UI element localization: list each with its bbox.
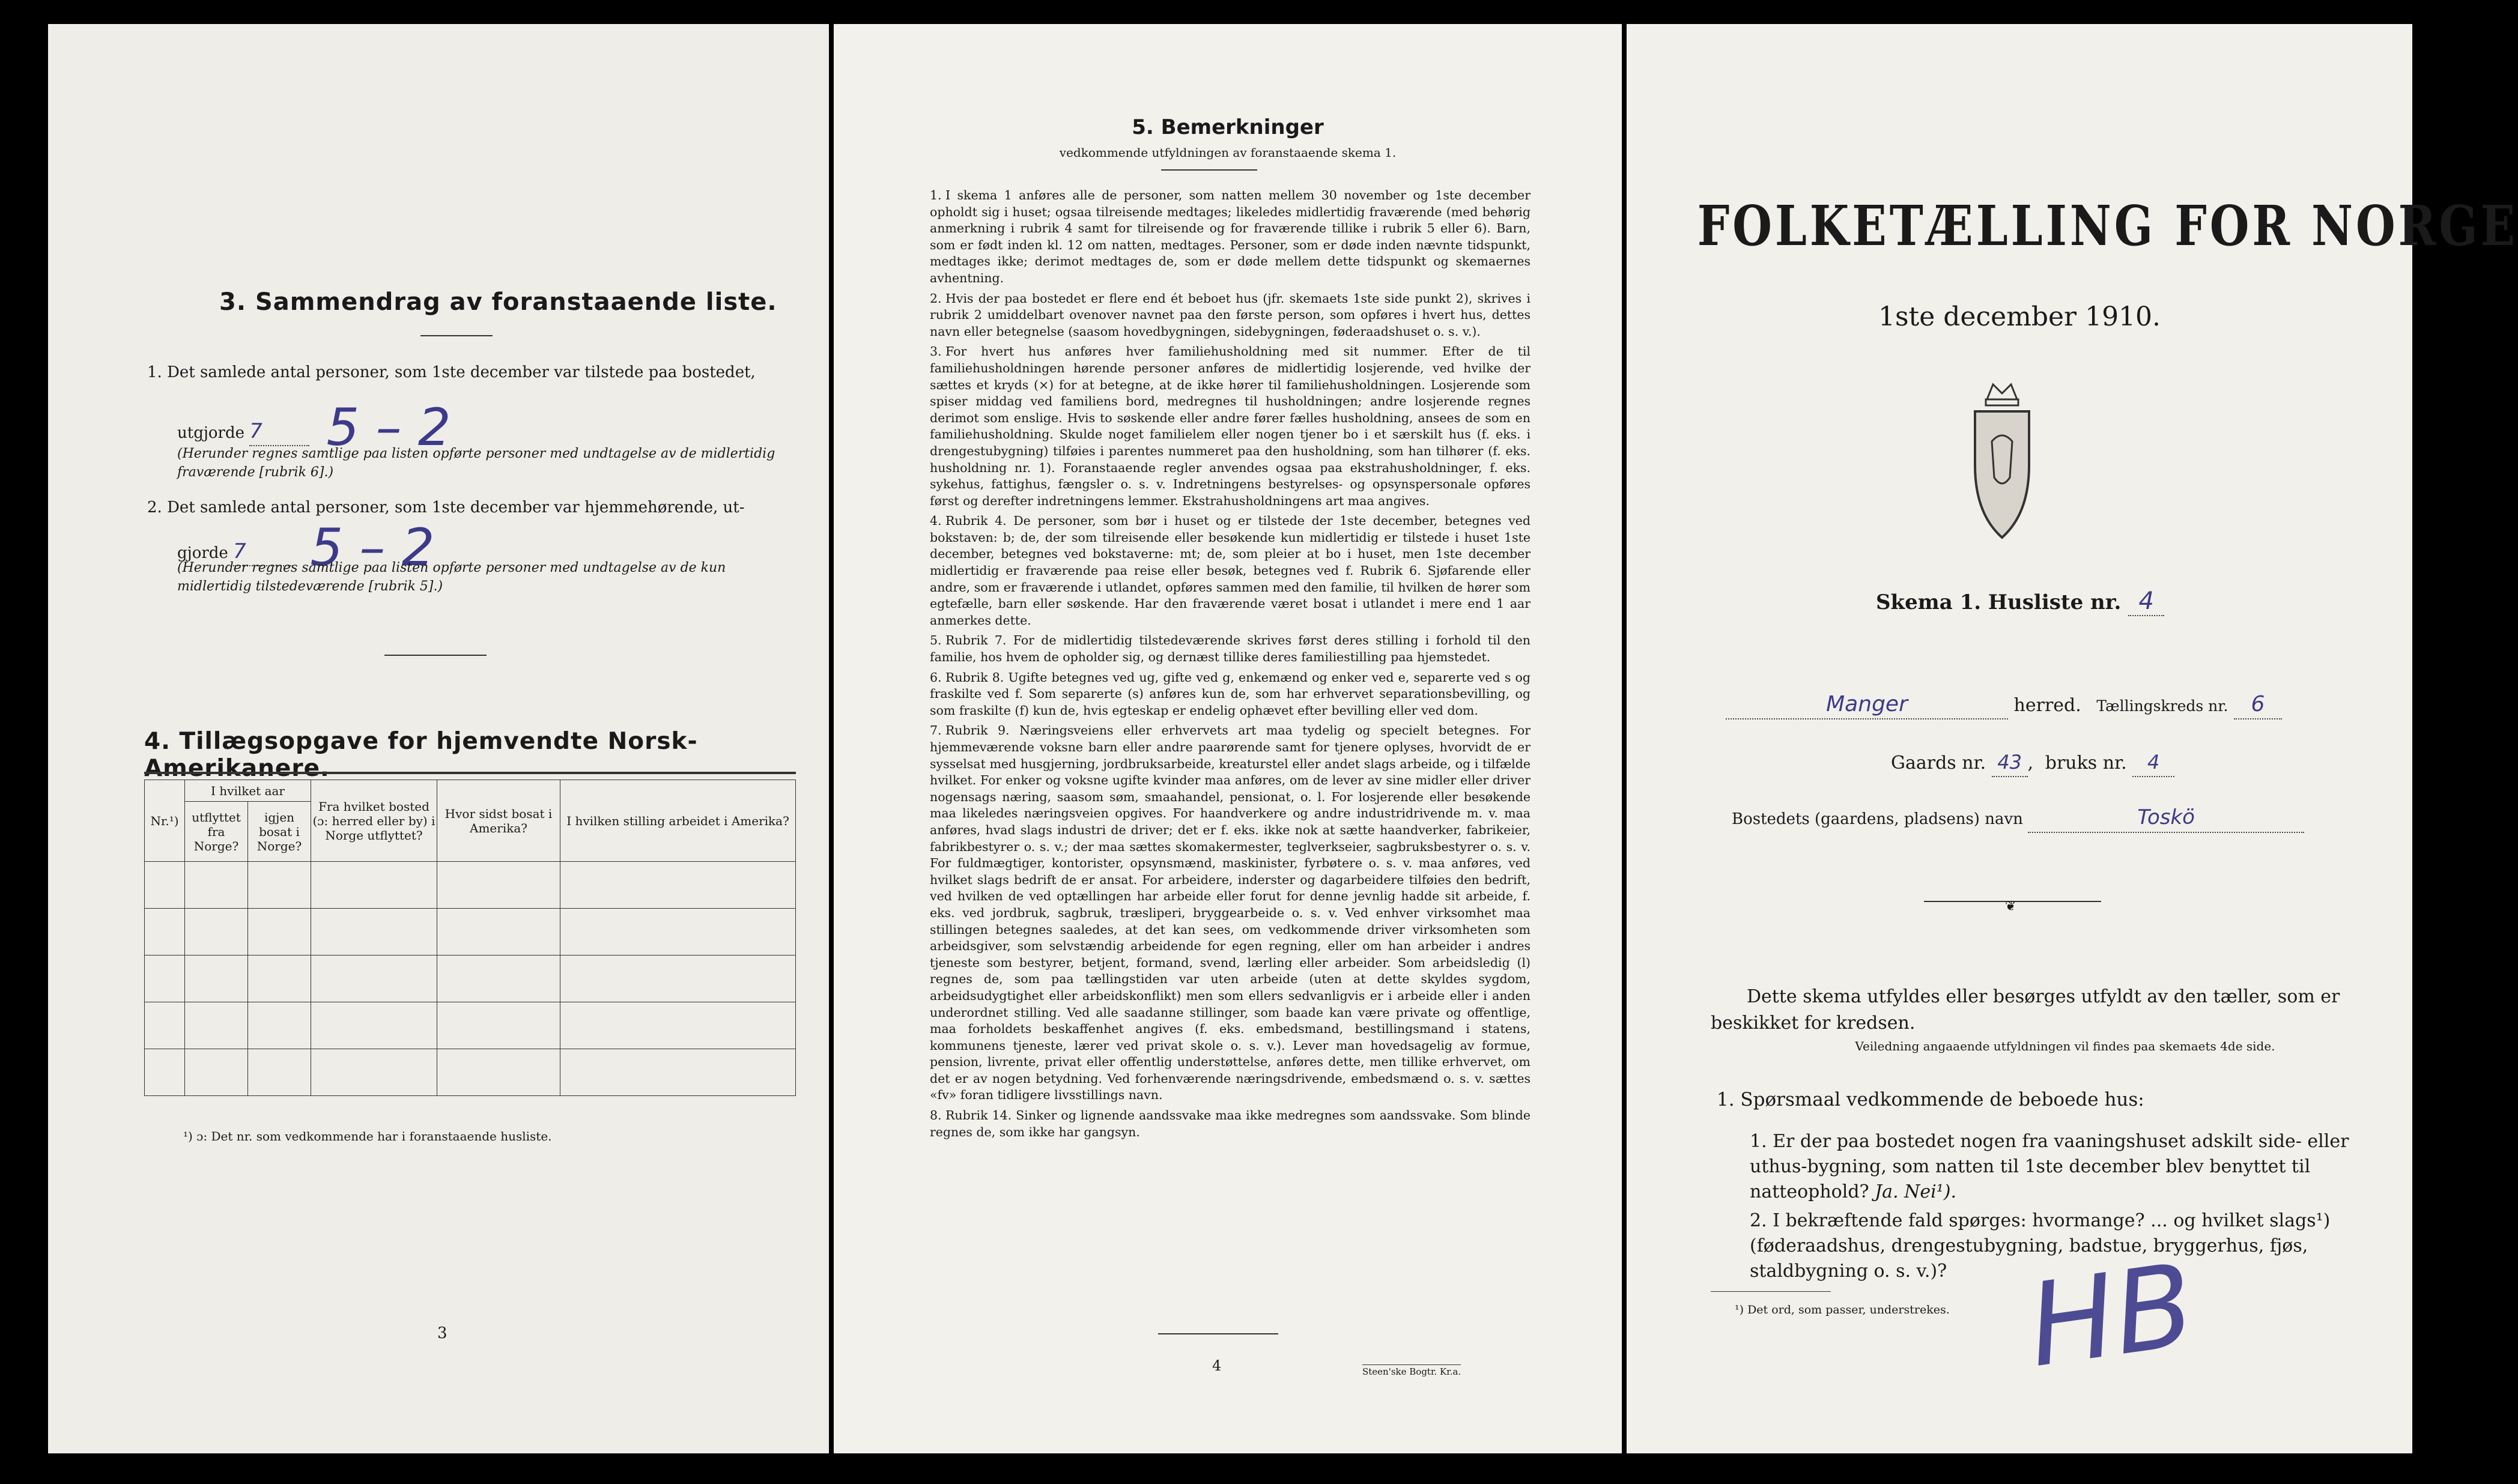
- coat-of-arms-icon: [1969, 375, 2035, 556]
- list-item: 3. For hvert hus anføres hver familiehusholdning med sit nummer. Efter de til familiehusholdningen hørende personer anføres de midlertidig losjerende, ved hvilke der sættes et kryds (×) for at betegne, at de ikke hører til familiehusholdningen. Losjerende som spiser middag ved familiens bord, medregnes til husholdningen; andre losjerende regnes derimot som enslige. Hvis to søskende eller andre fører fælles husholdning, ansees de som en familiehusholdning. Skulde noget familielem eller nogen tjener bo i et særskilt hus (f. eks. i drengestubygning) tilføies i parentes nummeret paa den husholdning, som han tilhører (f. eks. husholdning nr. 1). Foranstaaende regler anvendes ogsaa paa ekstrahusholdninger, f. eks. sykehus, fattighus, fængsler o. s. v. Indretningens bestyrelses- og opsynspersonale opføres først og derefter indretningens lemmer. Ekstrahusholdningens art maa angives.: [930, 344, 1531, 508]
- skema-label: Skema 1. Husliste nr.: [1876, 590, 2122, 614]
- question-1-value-small: 7: [249, 419, 262, 443]
- question-2-note: (Herunder regnes samtlige paa listen opførte personer med undtagelse av de kun midlertidig tilstedeværende [rubrik 5].): [177, 560, 726, 594]
- page-middle: [834, 24, 1622, 1453]
- section-3-title: 3. Sammendrag av foranstaaende liste.: [219, 288, 777, 316]
- page-left: [48, 24, 829, 1453]
- bruks-value: 4: [2147, 751, 2160, 774]
- gaards-value: 43: [1997, 751, 2022, 774]
- question-2-text: 2. Det samlede antal personer, som 1ste december var hjemmehørende, ut-: [147, 498, 745, 516]
- kreds-label: Tællingskreds nr.: [2096, 697, 2228, 715]
- page-right: [1627, 24, 2518, 1453]
- ornament-icon: ❦: [2005, 899, 2016, 914]
- header-returned: igjen bosat i Norge?: [248, 802, 311, 862]
- printer-mark: Steen'ske Bogtr. Kr.a.: [1362, 1364, 1461, 1377]
- header-where-last: Hvor sidst bosat i Amerika?: [437, 780, 560, 862]
- header-year-group: I hvilket aar: [185, 780, 311, 802]
- guidance-text: Veiledning angaaende utfyldningen vil findes paa skemaets 4de side.: [1855, 1039, 2275, 1053]
- herred-label: herred.: [2013, 695, 2081, 716]
- header-position: I hvilken stilling arbeidet i Amerika?: [560, 780, 796, 862]
- bemerkninger-list: [930, 187, 1531, 1140]
- question-2-value-large: 5 – 2: [310, 518, 435, 578]
- bosted-label: Bostedets (gaardens, pladsens) navn: [1732, 810, 2023, 828]
- signature: HB: [2020, 1238, 2202, 1393]
- header-emigrated: utflyttet fra Norge?: [185, 802, 248, 862]
- gaards-line: Gaards nr. 43 , bruks nr. 4: [1891, 750, 2174, 777]
- divider: [144, 772, 796, 774]
- list-item: 8. Rubrik 14. Sinker og lignende aandssvake maa ikke medregnes som aandssvake. Som blinde regnes de, som ikke har gangsyn.: [930, 1108, 1531, 1139]
- list-item: 7. Rubrik 9. Næringsveiens eller erhvervets art maa tydelig og specielt betegnes. For hjemmeværende voksne barn eller andre paarørende samt for tjenere oplyses, hvorvidt de er sysselsat med husgjerning, jordbruksarbeide, kreaturstel eller andet slags arbeide, og i tilfælde hvilket. For enker og voksne ugifte kvinder maa anføres, om de lever av sine midler eller driver nogensags næring, saasom søm, smaahandel, pensionat, o. l. For losjerende eller besøkende maa likeledes næringsveien opgives. For haandverkere og andre industridrivende m. v. maa anføres, hvad slags industri de driver; det er f. eks. ikke nok at sætte haandverker, fabrikeier, fabrikbestyrer o. s. v.; der maa sættes skomakermester, teglverkseier, sagbruksbestyrer o. s. v. For fuldmægtiger, kontorister, opsynsmænd, maskinister, fyrbøtere o. s. v. maa anføres, ved hvilket slags bedrift de er ansat. For arbeidere, inderster og dagarbeidere tilføies den bedrift, ved hvilken de ved optællingen har arbeide eller forut for denne jevnlig hadde sit arbeide, f. eks. ved jordbruk, sagbruk, træsliperi, bryggearbeide o. s. v. Ved enhver virksomhet maa stillingen betegnes saaledes, at det kan sees, om vedkommende driver virksomheten som arbeidsgiver, som selvstændig arbeidende for egen regning, eller om han arbeider i andres tjeneste som bestyrer, betjent, formand, svend, lærling eller arbeider. Som arbeidsledig (l) regnes de, som paa tællingstiden var uten arbeide (uten at dette skyldes sygdom, arbeidsudygtighet eller arbeidskonflikt) men som ellers sedvanligvis er i arbeide eller i anden underordnet stilling. Ved alle saadanne stillinger, som baade kan være private og offentlige, maa forholdets beskaffenhet angives (f. eks. embedsmand, bestillingsmand i statens, kommunens tjeneste, lærer ved privat skole o. s. v.). Lever man hovedsagelig av formue, pension, livrente, privat eller offentlig understøttelse, anføres dette, men tillike erhvervet, om det er av nogen betydning. Ved forhenværende næringsdrivende, embedsmænd o. s. v. sættes «fv» foran tidligere livsstillings navn.: [930, 723, 1531, 1103]
- question-1-text: 1. Det samlede antal personer, som 1ste december var tilstede paa bostedet,: [147, 363, 756, 381]
- list-item: 6. Rubrik 8. Ugifte betegnes ved ug, gifte ved g, enkemænd og enker ved e, separerte ved s og fraskilte ved f. Som separerte (s) anføres kun de, som har erhvervet separationsbevilling, og som fraskilte (f) kun de, hvis egteskap er endelig ophævet efter bevilling eller ved dom.: [930, 670, 1531, 718]
- question-2-value-small: 7: [233, 539, 246, 563]
- house-question-2: 2. I bekræftende fald spørges: hvormange? ... og hvilket slags¹) (føderaadshus, drengestubygning, badstue, bryggerhus, fjøs, staldbygning o. s. v.)?: [1750, 1210, 2331, 1282]
- page-number: 4: [1212, 1357, 1222, 1374]
- page-number: 3: [437, 1324, 447, 1342]
- main-title: FOLKETÆLLING FOR NORGE: [1697, 193, 2518, 258]
- question-1-label: utgjorde: [177, 424, 245, 442]
- question-1-answer: Ja. Nei¹).: [1875, 1181, 1957, 1202]
- table-row: [145, 909, 796, 956]
- right-footnote: ¹) Det ord, som passer, understrekes.: [1735, 1303, 1950, 1316]
- intro-text: Dette skema utfyldes eller besørges utfyldt av den tæller, som er beskikket for kredsen.: [1711, 986, 2340, 1034]
- norsk-amerikaner-table: [144, 780, 796, 1096]
- divider: [1158, 1333, 1278, 1334]
- table-row: [145, 862, 796, 909]
- divider: [1711, 1291, 1831, 1292]
- list-item: 4. Rubrik 4. De personer, som bør i huset og er tilstede der 1ste december, betegnes ved bokstaven: b; de, der som tilreisende eller besøkende kun midlertidig er tilstede i huset 1ste december, betegnes ved bokstaverne: mt; de, som pleier at bo i huset, men 1ste december midlertidig er fraværende paa reise eller besøk, betegnes ved f. Rubrik 6. Sjøfarende eller andre, som er fraværende i utlandet, opføres sammen med den familie, til hvilken de hører som egtefælle, barn eller søskende. Har den fraværende været bosat i utlandet i mere end 1 aar anmerkes dette.: [930, 513, 1531, 628]
- table-row: [145, 1049, 796, 1096]
- skema-value: 4: [2138, 587, 2154, 615]
- header-from-where: Fra hvilket bosted (ɔ: herred eller by) i Norge utflyttet?: [311, 780, 437, 862]
- skema-line: [1876, 589, 2164, 616]
- section-4-title: 4. Tillægsopgave for hjemvendte Norsk-Amerikanere.: [144, 728, 698, 782]
- table-row: [145, 1002, 796, 1049]
- list-item: 2. Hvis der paa bostedet er flere end ét beboet hus (jfr. skemaets 1ste side punkt 2), skrives i rubrik 2 umiddelbart ovenover navnet paa den første person, som opføres i hvert hus, dettes navn eller betegnelse (saasom hovedbygningen, sidebygningen, føderaadshuset o. s. v.).: [930, 291, 1531, 339]
- table-footnote: ¹) ɔ: Det nr. som vedkommende har i foranstaaende husliste.: [183, 1129, 552, 1143]
- question-1-value-large: 5 – 2: [326, 398, 451, 458]
- gaards-label: Gaards nr.: [1891, 753, 1986, 774]
- divider: [384, 655, 487, 656]
- bruks-label: bruks nr.: [2045, 753, 2127, 774]
- bemerkninger-title: 5. Bemerkninger: [1132, 115, 1324, 139]
- header-nr: Nr.¹): [145, 780, 185, 862]
- table-row: [145, 956, 796, 1002]
- question-1-note: (Herunder regnes samtlige paa listen opførte personer med undtagelse av de midlertidig fraværende [rubrik 6].): [177, 446, 775, 480]
- herred-value: Manger: [1826, 692, 1908, 716]
- bemerkninger-subtitle: vedkommende utfyldningen av foranstaaende skema 1.: [1059, 145, 1397, 160]
- house-question-1: 1. Er der paa bostedet nogen fra vaaningshuset adskilt side- eller uthus-bygning, som natten til 1ste december blev benyttet til natteophold? Ja. Nei¹).: [1750, 1131, 2349, 1202]
- bosted-value: Toskö: [2137, 805, 2195, 829]
- list-item: 5. Rubrik 7. For de midlertidig tilstedeværende skrives først deres stilling i forhold til den familie, hos hvem de opholder sig, og dernæst tillike deres familiestilling paa hjemstedet.: [930, 633, 1531, 665]
- divider: [420, 335, 493, 336]
- herred-line: [1726, 692, 2398, 719]
- bosted-line: [1732, 805, 2392, 833]
- question-2-label: gjorde: [177, 544, 228, 562]
- census-date: 1ste december 1910.: [1878, 301, 2161, 332]
- divider: [1161, 169, 1257, 171]
- kreds-value: 6: [2251, 692, 2265, 716]
- question-1-answer-line: [177, 398, 802, 458]
- question-header: 1. Spørsmaal vedkommende de beboede hus:: [1717, 1089, 2144, 1110]
- list-item: 1. I skema 1 anføres alle de personer, som natten mellem 30 november og 1ste december opholdt sig i huset; ogsaa tilreisende medtages; likeledes midlertidig fraværende (med behørig anmerkning i rubrik 4 samt for tilreisende og for fraværende tillike i rubrik 5 eller 6). Barn, som er født inden kl. 12 om natten, medtages. Personer, som er døde inden nævnte tidspunkt, medtages ikke; derimot medtages de, som er døde mellem dette tidspunkt og skemaernes avhentning.: [930, 188, 1531, 285]
